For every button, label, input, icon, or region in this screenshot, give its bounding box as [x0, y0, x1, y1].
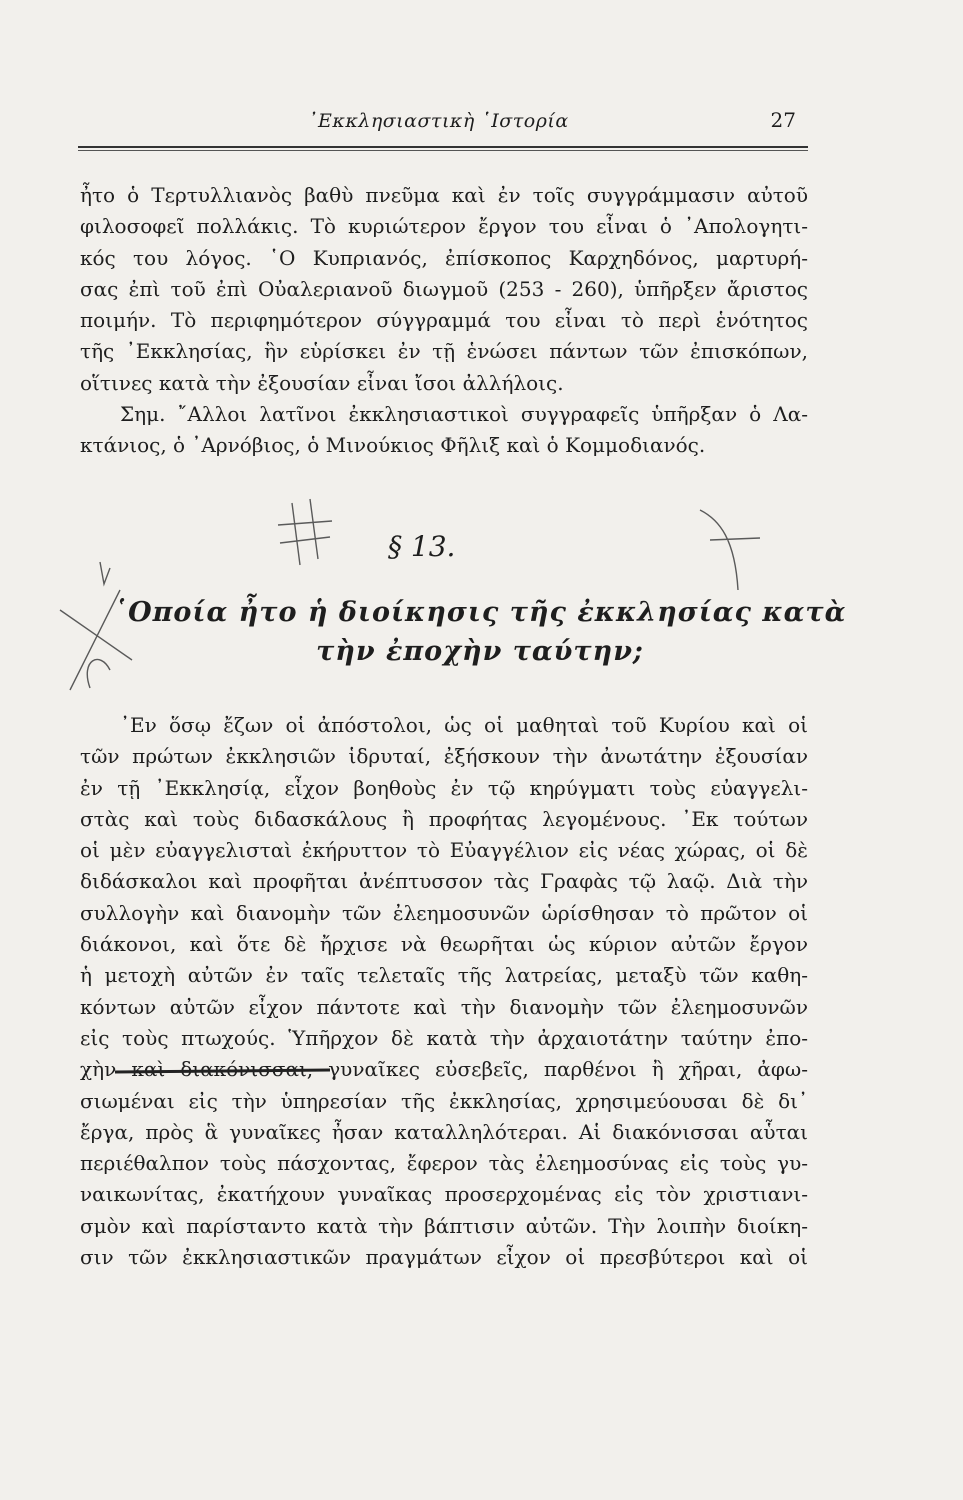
- section-heading-line1: ῾Οποία ἦτο ἡ διοίκησις τῆς ἐκκλησίας κατὰ: [113, 597, 847, 628]
- text-line: ποιμήν. Τὸ περιφημότερον σύγγραμμά του εἶναι τὸ περὶ ἑνότητος: [80, 308, 808, 333]
- text-line: φιλοσοφεῖ πολλάκις. Τὸ κυριώτερον ἔργον του εἶναι ὁ ᾿Απολογητι-: [80, 214, 808, 239]
- text-line: συλλογὴν καὶ διανομὴν τῶν ἐλεημοσυνῶν ὡρίσθησαν τὸ πρῶτον οἱ: [80, 900, 808, 925]
- page-number: 27: [770, 108, 796, 132]
- text-line: διάκονοι, καὶ ὅτε δὲ ἤρχισε νὰ θεωρῆται ὡς κύριον αὐτῶν ἔργον: [80, 932, 808, 957]
- text-line: ἔργα, πρὸς ἃ γυναῖκες ἦσαν καταλληλότεραι. Αἱ διακόνισσαι αὗται: [80, 1119, 808, 1144]
- header-rule-thin: [78, 150, 808, 151]
- text-line: εἰς τοὺς πτωχούς. Ὑπῆρχον δὲ κατὰ τὴν ἀρχαιοτάτην ταύτην ἐπο-: [80, 1025, 808, 1050]
- text-line: σιωμέναι εἰς τὴν ὑπηρεσίαν τῆς ἐκκλησίας, χρησιμεύουσαι δὲ δι᾿: [80, 1088, 808, 1113]
- text-line: κόντων αὐτῶν εἶχον πάντοτε καὶ τὴν διανομὴν τῶν ἐλεημοσυνῶν: [80, 994, 808, 1019]
- text-line: περιέθαλπον τοὺς πάσχοντας, ἔφερον τὰς ἐλεημοσύνας εἰς τοὺς γυ-: [80, 1151, 808, 1176]
- running-title: ᾿Εκκλησιαστικὴ ῾Ιστορία: [308, 110, 569, 132]
- paragraph-tertullian-cyprian: [80, 180, 808, 462]
- pencil-hash-mark: [270, 495, 340, 575]
- text-line: τῆς ᾿Εκκλησίας, ἣν εὑρίσκει ἐν τῇ ἑνώσει πάντων τῶν ἐπισκόπων,: [80, 339, 808, 364]
- text-line: ᾿Εν ὅσῳ ἔζων οἱ ἀπόστολοι, ὡς οἱ μαθηταὶ τοῦ Κυρίου καὶ οἱ: [120, 713, 808, 737]
- running-head: [78, 108, 808, 138]
- text-line: οἵτινες κατὰ τὴν ἐξουσίαν εἶναι ἴσοι ἀλλήλοις.: [80, 370, 564, 395]
- note-line: Σημ. ῎Αλλοι λατῖνοι ἐκκλησιαστικοὶ συγγραφεῖς ὑπῆρξαν ὁ Λα-: [120, 402, 808, 427]
- pencil-corner-mark: [690, 500, 770, 600]
- text-line: ἐν τῇ ᾿Εκκλησίᾳ, εἶχον βοηθοὺς ἐν τῷ κηρύγματι τοὺς εὐαγγελι-: [80, 775, 808, 800]
- text-line: ἦτο ὁ Τερτυλλιανὸς βαθὺ πνεῦμα καὶ ἐν τοῖς συγγράμμασιν αὐτοῦ: [80, 183, 808, 207]
- text-line: σμὸν καὶ παρίσταντο κατὰ τὴν βάπτισιν αὐτῶν. Τὴν λοιπὴν διοίκη-: [80, 1213, 808, 1238]
- note-line: κτάνιος, ὁ ᾿Αρνόβιος, ὁ Μινούκιος Φῆλιξ καὶ ὁ Κομμοδιανός.: [80, 433, 706, 458]
- paragraph-church-administration: [80, 710, 808, 1273]
- text-line: διδάσκαλοι καὶ προφῆται ἀνέπτυσσον τὰς Γραφὰς τῷ λαῷ. Διὰ τὴν: [80, 869, 808, 894]
- text-line: τῶν πρώτων ἐκκλησιῶν ἱδρυταί, ἐξήσκουν τὴν ἀνωτάτην ἐξουσίαν: [80, 744, 808, 769]
- text-line: κός του λόγος. ῾Ο Κυπριανός, ἐπίσκοπος Καρχηδόνος, μαρτυρή-: [80, 245, 808, 270]
- text-line: στὰς καὶ τοὺς διδασκάλους ἢ προφήτας λεγομένους. ᾿Εκ τούτων: [80, 806, 808, 831]
- text-line: ἡ μετοχὴ αὐτῶν ἐν ταῖς τελεταῖς τῆς λατρείας, μεταξὺ τῶν καθη-: [80, 963, 808, 988]
- pencil-marginal-mark: [40, 550, 150, 710]
- section-heading-line2: τὴν ἐποχὴν ταύτην;: [316, 636, 644, 667]
- header-rule: [78, 146, 808, 148]
- text-line: οἱ μὲν εὐαγγελισταὶ ἐκήρυττον τὸ Εὐαγγέλιον εἰς νέας χώρας, οἱ δὲ: [80, 838, 808, 863]
- strikethrough-mark: [115, 1062, 335, 1082]
- text-line: ναικωνίτας, ἐκατήχουν γυναῖκας προσερχομένας εἰς τὸν χριστιανι-: [80, 1182, 808, 1207]
- text-line: σιν τῶν ἐκκλησιαστικῶν πραγμάτων εἶχον οἱ πρεσβύτεροι καὶ οἱ: [80, 1245, 808, 1270]
- text-line: χὴν καὶ διακόνισσαι, γυναῖκες εὐσεβεῖς, παρθένοι ἢ χῆραι, ἀφω-: [80, 1057, 808, 1082]
- text-line: σας ἐπὶ τοῦ ἐπὶ Οὐαλεριανοῦ διωγμοῦ (253 - 260), ὑπῆρξεν ἄριστος: [80, 276, 808, 301]
- section-number: § 13.: [388, 530, 456, 563]
